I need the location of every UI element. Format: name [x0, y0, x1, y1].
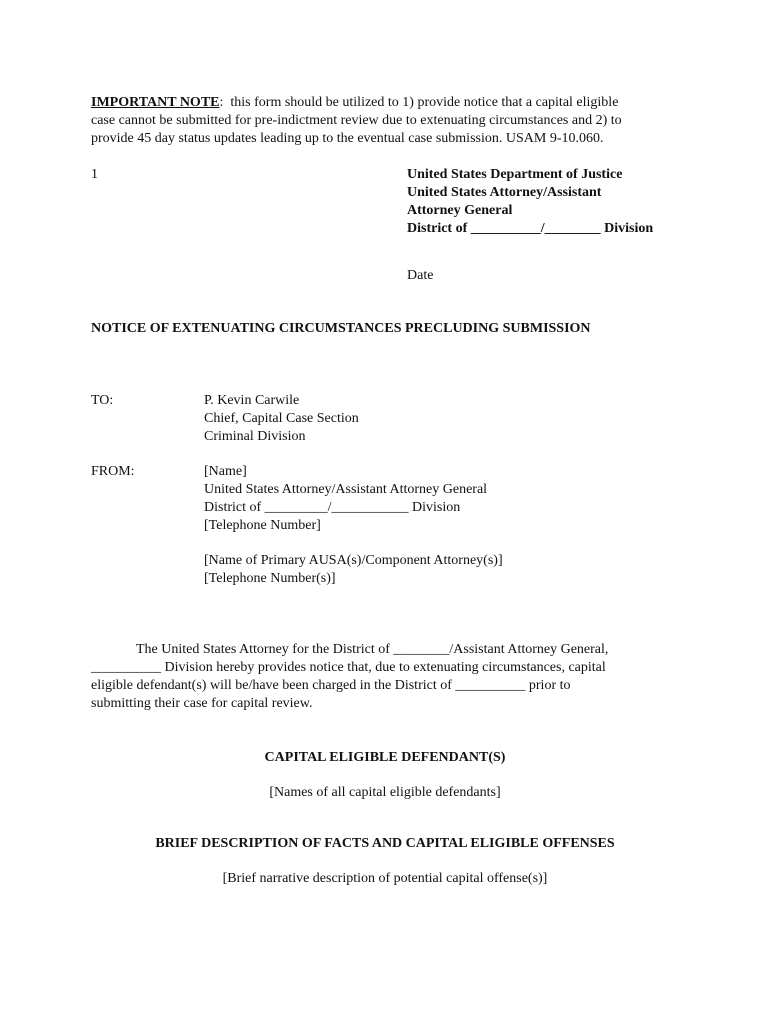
- important-note-colon: :: [219, 95, 224, 110]
- from-aus-line-1: [Name of Primary AUSA(s)/Component Attorney(s)]: [204, 553, 503, 568]
- body-line-4: submitting their case for capital review.: [91, 696, 313, 711]
- to-block: [204, 392, 359, 446]
- body-line-1: The United States Attorney for the District of ________/Assistant Attorney General,: [136, 642, 609, 657]
- to-line-3: Criminal Division: [204, 429, 306, 444]
- body-paragraph: [91, 641, 608, 713]
- important-note: [91, 94, 691, 148]
- from-block-2: [204, 552, 503, 588]
- from-label: FROM:: [91, 464, 135, 479]
- to-line-2: Chief, Capital Case Section: [204, 411, 359, 426]
- letterhead-line-4: District of __________/________ Division: [407, 221, 654, 236]
- letterhead-line-1: United States Department of Justice: [407, 167, 623, 182]
- section-facts-heading: BRIEF DESCRIPTION OF FACTS AND CAPITAL ELIGIBLE OFFENSES: [155, 836, 615, 851]
- from-aus-line-2: [Telephone Number(s)]: [204, 571, 336, 586]
- section-facts-placeholder: [Brief narrative description of potential capital offense(s)]: [222, 871, 548, 886]
- to-line-1: P. Kevin Carwile: [204, 393, 300, 408]
- letterhead: [407, 166, 653, 238]
- date-label: Date: [407, 268, 434, 283]
- important-note-line-1: this form should be utilized to 1) provide notice that a capital eligible: [230, 95, 619, 110]
- important-note-line-3: provide 45 day status updates leading up to the eventual case submission. USAM 9-10.060.: [91, 131, 604, 146]
- section-defendants-placeholder: [Names of all capital eligible defendants]: [269, 785, 501, 800]
- important-note-line-2: case cannot be submitted for pre-indictment review due to extenuating circumstances and 2) to: [91, 113, 622, 128]
- page-number: 1: [91, 167, 98, 182]
- letterhead-line-2: United States Attorney/Assistant: [407, 185, 602, 200]
- body-line-2: __________ Division hereby provides notice that, due to extenuating circumstances, capital: [91, 660, 606, 675]
- body-line-3: eligible defendant(s) will be/have been charged in the District of __________ prior to: [91, 678, 571, 693]
- from-line-4: [Telephone Number]: [204, 518, 321, 533]
- letterhead-line-3: Attorney General: [407, 203, 513, 218]
- from-line-1: [Name]: [204, 464, 247, 479]
- from-line-3: District of _________/___________ Division: [204, 500, 461, 515]
- from-block: [204, 463, 487, 535]
- important-note-label: IMPORTANT NOTE: [91, 95, 220, 110]
- to-label: TO:: [91, 393, 114, 408]
- from-line-2: United States Attorney/Assistant Attorney General: [204, 482, 488, 497]
- section-defendants-heading: CAPITAL ELIGIBLE DEFENDANT(S): [264, 750, 506, 765]
- page-title: NOTICE OF EXTENUATING CIRCUMSTANCES PRECLUDING SUBMISSION: [91, 321, 591, 336]
